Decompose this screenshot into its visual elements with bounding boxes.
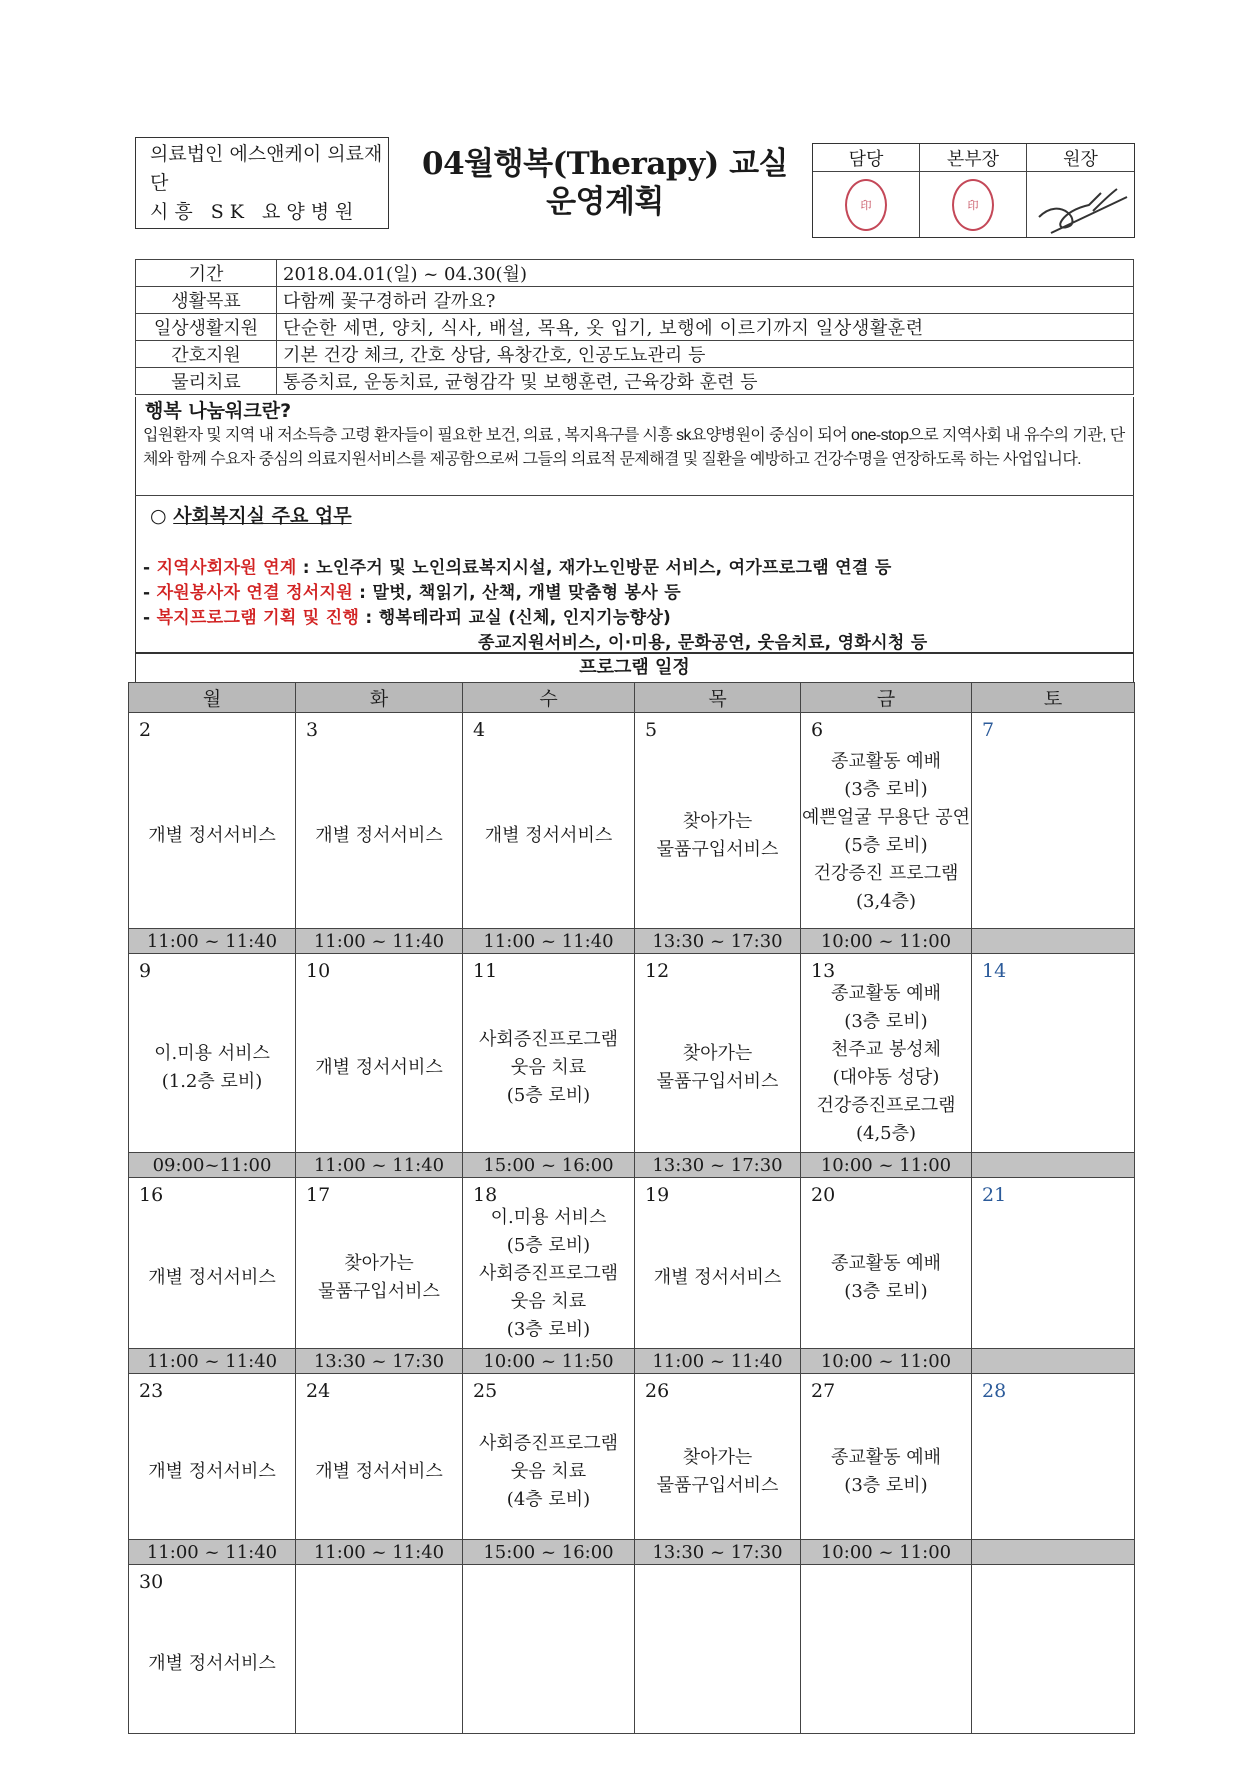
duty-item — [143, 603, 671, 628]
program-time: 09:00~11:00 — [129, 1153, 296, 1178]
happy-work-title: 행복 나눔워크란? — [145, 400, 292, 422]
program-line: (3층 로비) — [844, 1474, 928, 1496]
day-number: 4 — [473, 719, 486, 741]
day-number: 11 — [473, 960, 498, 982]
day-number: 28 — [982, 1380, 1007, 1402]
program-line: 천주교 봉성체 — [830, 1039, 942, 1060]
program-line: 사회증진프로그램 — [478, 1263, 619, 1284]
organization-box — [135, 137, 389, 229]
time-row — [129, 1540, 1135, 1565]
day-cell — [129, 1565, 296, 1734]
day-program — [463, 1595, 634, 1733]
day-number: 3 — [306, 719, 319, 741]
program-line: (3,4층) — [855, 890, 917, 912]
day-program — [129, 1595, 295, 1733]
day-cell-inner — [296, 1374, 462, 1539]
day-program — [129, 743, 295, 928]
duty-label: 자원봉사자 연결 정서지원 — [156, 583, 353, 603]
day-cell — [635, 1374, 801, 1540]
day-program — [972, 1595, 1134, 1733]
approval-label-head: 원장 — [1027, 144, 1134, 172]
day-program — [129, 984, 295, 1152]
program-line: 종교활동 예배 — [830, 1253, 942, 1274]
info-row-nursing — [136, 341, 1134, 368]
divider — [135, 495, 1134, 496]
program-time: 11:00 ~ 11:40 — [129, 1540, 296, 1565]
weekday-wed: 수 — [463, 683, 635, 713]
day-cell — [296, 954, 463, 1153]
day-program — [635, 743, 800, 928]
program-line: 물품구입서비스 — [656, 1474, 779, 1496]
day-cell — [635, 1178, 801, 1349]
duty-text: 행복테라피 교실 (신체, 인지기능향상) — [378, 608, 672, 628]
program-time — [972, 929, 1135, 954]
document-title — [410, 145, 800, 221]
program-line: 개별 정서서비스 — [148, 1267, 276, 1288]
duty-label: 지역사회자원 연계 — [156, 558, 297, 578]
day-cell-inner — [129, 1374, 295, 1539]
week-row — [129, 954, 1135, 1153]
day-cell-inner — [635, 954, 800, 1152]
week-row — [129, 1374, 1135, 1540]
day-number: 13 — [811, 960, 836, 982]
day-number: 16 — [139, 1184, 164, 1206]
time-row — [129, 1349, 1135, 1374]
program-line: 개별 정서서비스 — [484, 824, 613, 846]
day-cell — [296, 713, 463, 929]
stamp-director — [920, 172, 1027, 237]
program-time: 11:00 ~ 11:40 — [463, 929, 635, 954]
info-key: 기간 — [136, 260, 277, 287]
program-line: 찾아가는 — [682, 1043, 753, 1064]
day-cell-inner — [801, 1374, 971, 1539]
info-row-period — [136, 260, 1134, 287]
duty-separator: : — [359, 608, 379, 628]
day-program — [463, 984, 634, 1152]
day-cell — [296, 1565, 463, 1734]
info-value: 2018.04.01(일) ~ 04.30(월) — [277, 260, 1134, 287]
day-cell-inner — [296, 713, 462, 928]
day-cell-inner — [972, 1374, 1134, 1539]
program-line: 물품구입서비스 — [318, 1281, 440, 1302]
day-number: 7 — [982, 719, 995, 741]
day-cell — [463, 1178, 635, 1349]
dash: - — [143, 608, 151, 628]
program-line: 사회증진프로그램 — [478, 1029, 619, 1050]
day-number: 26 — [645, 1380, 670, 1402]
program-line: (5층 로비) — [506, 1235, 591, 1256]
time-row — [129, 929, 1135, 954]
stamp-staff — [813, 172, 920, 237]
day-program — [801, 735, 971, 928]
program-line: 찾아가는 — [682, 1446, 753, 1468]
day-cell — [801, 1178, 972, 1349]
dash: - — [143, 558, 151, 578]
day-cell — [129, 1178, 296, 1349]
day-cell-inner — [463, 954, 634, 1152]
program-time: 10:00 ~ 11:00 — [801, 1153, 972, 1178]
day-cell-inner — [463, 1374, 634, 1539]
day-program — [129, 1208, 295, 1348]
day-program — [972, 1208, 1134, 1348]
program-line: 개별 정서서비스 — [148, 824, 276, 846]
program-line: (1.2층 로비) — [161, 1071, 263, 1092]
organization-name: 의료법인 에스앤케이 의료재단 — [150, 142, 383, 194]
day-cell-inner — [463, 713, 634, 928]
info-key: 일상생활지원 — [136, 314, 277, 341]
day-cell — [635, 713, 801, 929]
weekday-header — [129, 683, 1135, 713]
day-program — [296, 1208, 462, 1348]
day-cell — [296, 1374, 463, 1540]
info-value: 기본 건강 체크, 간호 상담, 욕창간호, 인공도뇨관리 등 — [277, 341, 1134, 368]
day-cell — [972, 1565, 1135, 1734]
info-row-daily-support — [136, 314, 1134, 341]
program-time: 10:00 ~ 11:00 — [801, 1349, 972, 1374]
program-calendar — [128, 682, 1134, 1734]
program-line: (3층 로비) — [844, 778, 928, 800]
day-cell — [463, 713, 635, 929]
day-number: 5 — [645, 719, 658, 741]
program-line: 개별 정서서비스 — [148, 1460, 276, 1482]
day-number: 24 — [306, 1380, 331, 1402]
day-cell — [972, 954, 1135, 1153]
day-cell — [801, 954, 972, 1153]
program-time: 11:00 ~ 11:40 — [296, 929, 463, 954]
day-number: 2 — [139, 719, 152, 741]
program-line: 물품구입서비스 — [656, 838, 779, 860]
day-program — [296, 743, 462, 928]
program-time — [972, 1349, 1135, 1374]
program-line: 개별 정서서비스 — [315, 1460, 443, 1482]
info-value: 다함께 꽃구경하러 갈까요? — [277, 287, 1134, 314]
day-cell — [801, 713, 972, 929]
program-line: 종교활동 예배 — [830, 1446, 942, 1468]
hospital-name: 시흥 SK 요양병원 — [150, 200, 360, 223]
day-number: 10 — [306, 960, 331, 982]
day-cell-inner — [296, 1565, 462, 1733]
program-line: (5층 로비) — [506, 1085, 591, 1106]
day-number: 25 — [473, 1380, 498, 1402]
day-cell-inner — [801, 1178, 971, 1348]
day-program — [972, 743, 1134, 928]
program-line: 물품구입서비스 — [656, 1071, 779, 1092]
day-cell-inner — [463, 1565, 634, 1733]
program-line: (5층 로비) — [844, 834, 928, 856]
program-time: 13:30 ~ 17:30 — [296, 1349, 463, 1374]
day-program — [463, 1404, 634, 1539]
duty-continuation: 종교지원서비스, 이·미용, 문화공연, 웃음치료, 영화시청 등 — [478, 633, 928, 653]
program-line: (3층 로비) — [506, 1319, 591, 1340]
seal-icon: 印 — [845, 179, 887, 231]
day-program — [296, 1595, 462, 1733]
day-cell — [972, 1178, 1135, 1349]
program-line: 개별 정서서비스 — [148, 1653, 276, 1674]
program-time: 10:00 ~ 11:00 — [801, 929, 972, 954]
day-cell-inner — [635, 713, 800, 928]
social-work-title — [150, 501, 352, 528]
program-time: 13:30 ~ 17:30 — [635, 1153, 801, 1178]
duty-text: 말벗, 책읽기, 산책, 개별 맞춤형 봉사 등 — [372, 583, 681, 603]
program-line: 웃음 치료 — [510, 1057, 587, 1078]
info-row-goal — [136, 287, 1134, 314]
duty-text: 노인주거 및 노인의료복지시설, 재가노인방문 서비스, 여가프로그램 연결 등 — [316, 558, 892, 578]
program-time: 11:00 ~ 11:40 — [296, 1153, 463, 1178]
day-cell — [296, 1178, 463, 1349]
day-program — [801, 976, 971, 1152]
duty-separator: : — [296, 558, 317, 578]
program-line: 건강증진프로그램 — [816, 1095, 956, 1116]
program-line: (3층 로비) — [844, 1011, 928, 1032]
dash: - — [143, 583, 151, 603]
approval-label-director: 본부장 — [920, 144, 1027, 172]
weekday-fri: 금 — [801, 683, 972, 713]
duty-item — [143, 578, 681, 603]
approval-label-staff: 담당 — [813, 144, 920, 172]
day-cell-inner — [635, 1178, 800, 1348]
day-cell-inner — [129, 713, 295, 928]
day-number: 21 — [982, 1184, 1007, 1206]
circle-bullet-icon: ○ — [150, 505, 167, 527]
day-program — [129, 1404, 295, 1539]
day-cell-inner — [972, 1565, 1134, 1733]
day-program — [635, 1404, 800, 1539]
day-program — [635, 984, 800, 1152]
social-work-heading: 사회복지실 주요 업무 — [173, 505, 352, 527]
day-number: 18 — [473, 1184, 498, 1206]
day-cell — [801, 1374, 972, 1540]
day-number: 6 — [811, 719, 824, 741]
program-line: 개별 정서서비스 — [315, 824, 443, 846]
day-number: 30 — [139, 1571, 164, 1593]
day-number: 20 — [811, 1184, 836, 1206]
day-cell — [129, 713, 296, 929]
title-line-2: 운영계획 — [546, 184, 664, 220]
day-cell — [801, 1565, 972, 1734]
info-row-physical-therapy — [136, 368, 1134, 395]
day-cell-inner — [801, 954, 971, 1152]
day-number: 9 — [139, 960, 152, 982]
day-program — [296, 1404, 462, 1539]
program-line: 이.미용 서비스 — [490, 1207, 607, 1228]
day-program — [463, 743, 634, 928]
day-program — [801, 1208, 971, 1348]
info-key: 간호지원 — [136, 341, 277, 368]
info-table — [135, 259, 1134, 395]
program-time: 15:00 ~ 16:00 — [463, 1540, 635, 1565]
day-number: 14 — [982, 960, 1007, 982]
day-cell-inner — [972, 954, 1134, 1152]
day-number: 27 — [811, 1380, 836, 1402]
program-time: 15:00 ~ 16:00 — [463, 1153, 635, 1178]
day-number: 17 — [306, 1184, 331, 1206]
day-cell-inner — [972, 1178, 1134, 1348]
day-cell — [972, 1374, 1135, 1540]
day-cell — [972, 713, 1135, 929]
duty-label: 복지프로그램 기획 및 진행 — [156, 608, 360, 628]
approval-box — [812, 143, 1135, 238]
program-time: 10:00 ~ 11:00 — [801, 1540, 972, 1565]
schedule-title: 프로그램 일정 — [135, 653, 1134, 682]
day-program — [801, 1404, 971, 1539]
title-line-1: 04월행복(Therapy) 교실 — [422, 146, 788, 182]
day-cell-inner — [129, 1178, 295, 1348]
program-line: 예쁜얼굴 무용단 공연 — [802, 806, 970, 828]
program-time: 11:00 ~ 11:40 — [296, 1540, 463, 1565]
day-cell-inner — [635, 1565, 800, 1733]
day-cell — [463, 1374, 635, 1540]
happy-work-description: 입원환자 및 지역 내 저소득층 고령 환자들이 필요한 보건, 의료 , 복지욕구를 시흥 sk요양병원이 중심이 되어 one-stop으로 지역사회 내 유수의 기관, 단체와 함께 수요자 중심의 의료지원서비스를 제공함으로써 그들의 의료적 문제해결 및 질환을 예방하고 건강수명을 연장하도록 하는 사업입니다. — [143, 427, 1125, 468]
signature-head — [1027, 172, 1134, 237]
program-line: 웃음 치료 — [510, 1460, 587, 1482]
duty-item — [143, 553, 892, 578]
info-key: 생활목표 — [136, 287, 277, 314]
day-program — [972, 1404, 1134, 1539]
signature-icon — [1031, 175, 1131, 235]
info-value: 통증치료, 운동치료, 균형감각 및 보행훈련, 근육강화 훈련 등 — [277, 368, 1134, 395]
weekday-thu: 목 — [635, 683, 801, 713]
program-time: 13:30 ~ 17:30 — [635, 1540, 801, 1565]
program-line: 사회증진프로그램 — [478, 1432, 619, 1454]
program-time: 10:00 ~ 11:50 — [463, 1349, 635, 1374]
program-time: 13:30 ~ 17:30 — [635, 929, 801, 954]
program-time — [972, 1540, 1135, 1565]
program-line: (4,5층) — [855, 1123, 917, 1144]
day-cell-inner — [635, 1374, 800, 1539]
program-line: 찾아가는 — [682, 810, 753, 832]
day-cell-inner — [463, 1178, 634, 1348]
day-program — [635, 1595, 800, 1733]
day-cell-inner — [296, 954, 462, 1152]
program-line: (4층 로비) — [506, 1488, 591, 1510]
program-line: 종교활동 예배 — [830, 750, 942, 772]
program-time: 11:00 ~ 11:40 — [635, 1349, 801, 1374]
info-value: 단순한 세면, 양치, 식사, 배설, 목욕, 옷 입기, 보행에 이르기까지 일상생활훈련 — [277, 314, 1134, 341]
program-line: 개별 정서서비스 — [315, 1057, 443, 1078]
calendar-body — [129, 713, 1135, 1734]
program-time: 11:00 ~ 11:40 — [129, 929, 296, 954]
duty-separator: : — [352, 583, 373, 603]
day-program — [463, 1200, 634, 1348]
day-cell — [635, 954, 801, 1153]
program-line: (3층 로비) — [844, 1281, 928, 1302]
day-program — [972, 984, 1134, 1152]
day-number: 23 — [139, 1380, 164, 1402]
program-line: (대야동 성당) — [832, 1067, 940, 1088]
program-line: 찾아가는 — [344, 1253, 414, 1274]
program-line: 웃음 치료 — [510, 1291, 587, 1312]
program-line: 건강증진 프로그램 — [813, 862, 959, 884]
week-row — [129, 1178, 1135, 1349]
seal-icon: 印 — [952, 179, 994, 231]
program-time: 11:00 ~ 11:40 — [129, 1349, 296, 1374]
day-cell-inner — [801, 713, 971, 928]
program-time — [972, 1153, 1135, 1178]
weekday-mon: 월 — [129, 683, 296, 713]
program-line: 개별 정서서비스 — [653, 1267, 782, 1288]
day-cell-inner — [129, 954, 295, 1152]
week-row — [129, 1565, 1135, 1734]
day-cell — [635, 1565, 801, 1734]
weekday-tue: 화 — [296, 683, 463, 713]
day-program — [635, 1208, 800, 1348]
day-cell-inner — [129, 1565, 295, 1733]
weekday-sat: 토 — [972, 683, 1135, 713]
info-key: 물리치료 — [136, 368, 277, 395]
day-number: 12 — [645, 960, 670, 982]
day-cell — [129, 1374, 296, 1540]
day-cell — [129, 954, 296, 1153]
day-program — [296, 984, 462, 1152]
week-row — [129, 713, 1135, 929]
day-cell — [463, 1565, 635, 1734]
time-row — [129, 1153, 1135, 1178]
program-line: 이.미용 서비스 — [154, 1043, 270, 1064]
day-cell-inner — [972, 713, 1134, 928]
program-line: 종교활동 예배 — [830, 983, 942, 1004]
day-cell — [463, 954, 635, 1153]
day-cell-inner — [296, 1178, 462, 1348]
day-program — [801, 1595, 971, 1733]
day-number: 19 — [645, 1184, 670, 1206]
day-cell-inner — [801, 1565, 971, 1733]
